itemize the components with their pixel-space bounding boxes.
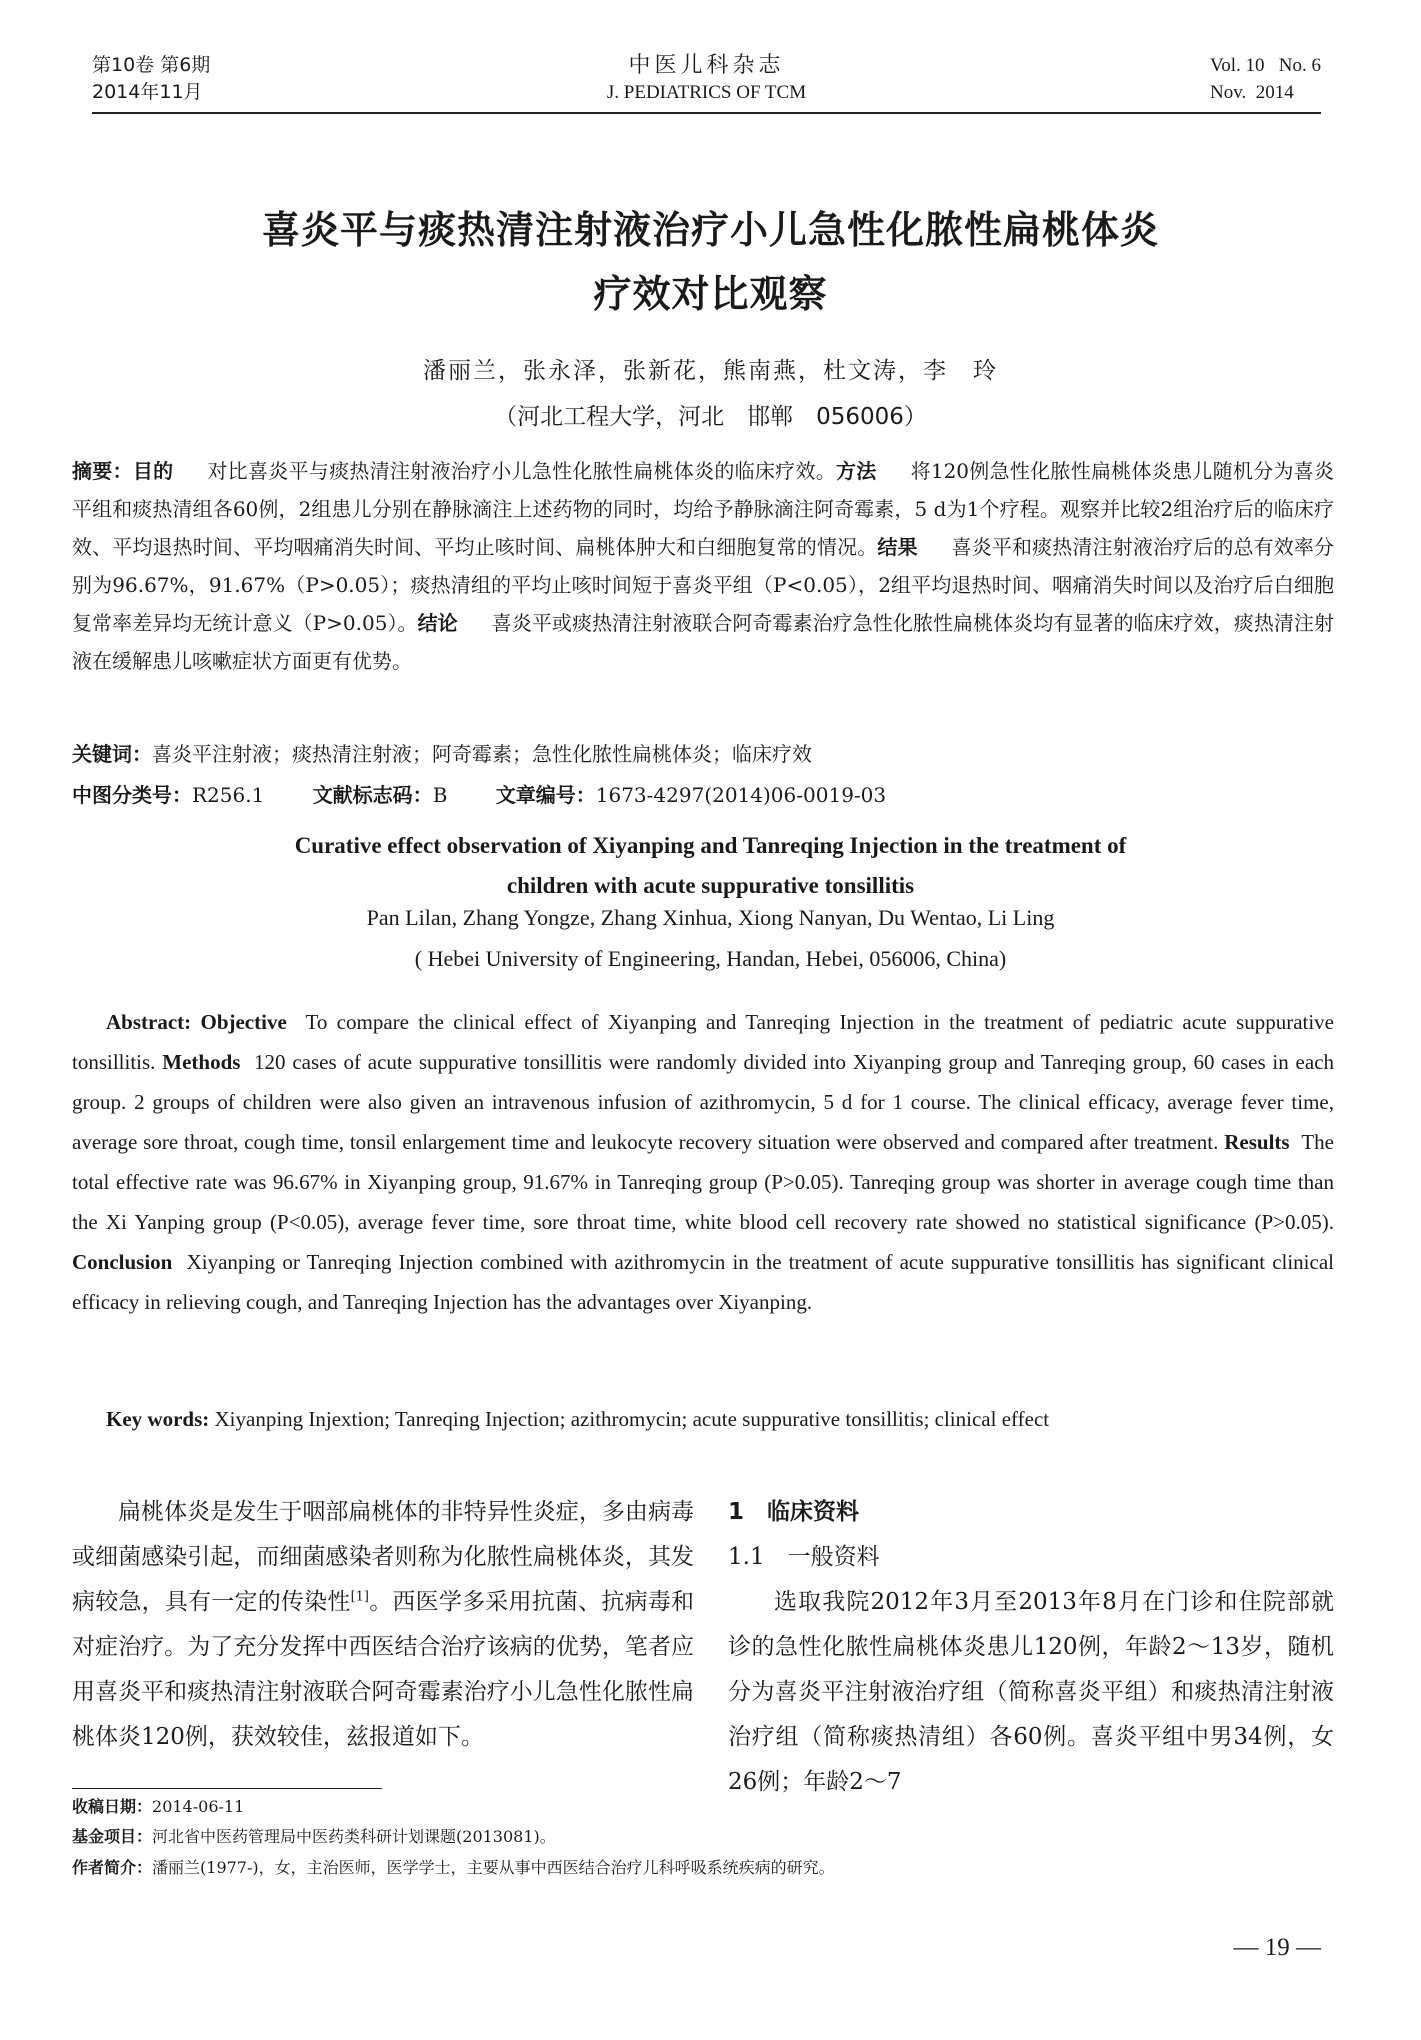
doc-code-value: B: [432, 783, 448, 807]
en-conclusion-label: Conclusion: [72, 1250, 173, 1274]
en-objective-text: To compare the clinical effect of Xiyanping and Tanreqing Injection in the treatment of pediatric acute suppurative tonsillitis.: [72, 1010, 1335, 1074]
received-date: 2014-06-11: [152, 1797, 245, 1816]
header-date: 2014年11月: [92, 81, 203, 103]
article-number: [496, 783, 886, 807]
footnote-received: [72, 1796, 1334, 1818]
article-title: [0, 198, 1421, 326]
cn-objective-label: 目的: [132, 459, 174, 483]
cn-abstract-label: 摘要：: [72, 459, 133, 483]
header-journal: [92, 52, 1321, 106]
article-number-value: 1673-4297(2014)06-0019-03: [595, 783, 887, 807]
en-results-label: Results: [1224, 1130, 1290, 1154]
en-results-text: The total effective rate was 96.67% in Xiyanping group, 91.67% in Tanreqing group (P>0.05). Tanreqing group was shorter in average cough time than the Xi Yanping group (P<0.05), average fever time, sore throat time, white blood cell recovery rate showed no statistical significance (P>0.05).: [72, 1130, 1335, 1234]
header-date-en: Nov. 2014: [1209, 82, 1294, 103]
author-bio-text: 潘丽兰(1977-)，女，主治医师，医学学士，主要从事中西医结合治疗儿科呼吸系统疾病的研究。: [152, 1858, 835, 1877]
en-authors: Pan Lilan, Zhang Yongze, Zhang Xinhua, Xiong Nanyan, Du Wentao, Li Ling: [366, 905, 1055, 930]
article-title-line1: 喜炎平与痰热清注射液治疗小儿急性化脓性扁桃体炎: [261, 208, 1159, 252]
cn-abstract: [72, 452, 1334, 680]
cn-keywords-label: 关键词：: [72, 742, 152, 766]
cn-conclusion-label: 结论: [417, 611, 458, 635]
en-title-line2: children with acute suppurative tonsillitis: [506, 873, 915, 898]
en-abstract-label: Abstract:: [106, 1010, 192, 1034]
cn-methods-label: 方法: [836, 459, 877, 483]
body-left-column: [72, 1490, 694, 1760]
cn-keywords: [72, 735, 1334, 773]
header-volume-en: Vol. 10 No. 6: [1209, 55, 1321, 76]
en-affiliation: ( Hebei University of Engineering, Handan, Hebei, 056006, China): [414, 946, 1007, 971]
doc-code-label: 文献标志码：: [312, 783, 433, 807]
en-methods-label: Methods: [162, 1050, 241, 1074]
en-objective-label: Objective: [200, 1010, 287, 1034]
doc-code: [313, 783, 448, 807]
affiliation: （河北工程大学，河北 邯郸 056006）: [494, 404, 927, 430]
en-title: [0, 826, 1421, 906]
cn-objective-text: 对比喜炎平与痰热清注射液治疗小儿急性化脓性扁桃体炎的临床疗效。: [207, 459, 837, 483]
cn-methods-text: 将120例急性化脓性扁桃体炎患儿随机分为喜炎平组和痰热清组各60例，2组患儿分别在静脉滴注上述药物的同时，均给予静脉滴注阿奇霉素，5 d为1个疗程。观察并比较2组治疗后的临床疗效、平均退热时间、平均咽痛消失时间、平均止咳时间、扁桃体肿大和白细胞复常的情况。: [72, 459, 1335, 559]
en-keywords-text: Xiyanping Injextion; Tanreqing Injection; azithromycin; acute suppurative tonsillitis; clinical effect: [214, 1407, 1050, 1431]
fund-label: 基金项目：: [72, 1827, 153, 1846]
en-title-line1: Curative effect observation of Xiyanping and Tanreqing Injection in the treatment of: [294, 833, 1127, 858]
author-bio-label: 作者简介：: [72, 1858, 153, 1877]
clc-number: [72, 783, 264, 807]
en-methods-text: 120 cases of acute suppurative tonsillitis were randomly divided into Xiyanping group and Tanreqing group, 60 cases in each group. 2 groups of children were also given an intravenous infusion of azithromycin, 5 d for 1 course. The clinical efficacy, average fever time, average sore throat, cough time, tonsil enlargement time and leukocyte recovery situation were observed and compared after treatment.: [72, 1050, 1335, 1154]
article-title-line2: 疗效对比观察: [593, 272, 828, 316]
cn-results-text: 喜炎平和痰热清注射液治疗后的总有效率分别为96.67%，91.67%（P>0.05）；痰热清组的平均止咳时间短于喜炎平组（P<0.05），2组平均退热时间、咽痛消失时间以及治疗后白细胞复常率差异均无统计意义（P>0.05）。: [72, 535, 1335, 635]
cn-keywords-text: 喜炎平注射液；痰热清注射液；阿奇霉素；急性化脓性扁桃体炎；临床疗效: [152, 742, 812, 766]
header-journal-en: J. PEDIATRICS OF TCM: [606, 82, 807, 103]
intro-paragraph: [72, 1490, 694, 1760]
fund-text: 河北省中医药管理局中医药类科研计划课题(2013081)。: [152, 1827, 556, 1846]
body-right-column: [728, 1490, 1334, 1805]
subsection-heading: 1.1 一般资料: [728, 1544, 880, 1570]
en-keywords-label: Key words:: [106, 1407, 210, 1431]
clc-label: 中图分类号：: [72, 783, 192, 807]
author-list: 潘丽兰，张永泽，张新花，熊南燕，杜文涛，李 玲: [423, 358, 998, 384]
section-heading: 1 临床资料: [728, 1499, 860, 1525]
footnote-author: [72, 1857, 1334, 1879]
reference-1: [1]: [350, 1589, 369, 1605]
footnote-fund: [72, 1826, 1334, 1848]
en-abstract: [72, 1002, 1334, 1322]
general-data-paragraph: 选取我院2012年3月至2013年8月在门诊和住院部就诊的急性化脓性扁桃体炎患儿120例，年龄2～13岁，随机分为喜炎平注射液治疗组（简称喜炎平组）和痰热清注射液治疗组（简称痰热清组）各60例。喜炎平组中男34例，女26例；年龄2～7: [728, 1589, 1334, 1795]
en-keywords: [72, 1400, 1334, 1438]
cn-results-label: 结果: [877, 535, 918, 559]
footnote-divider: [72, 1788, 382, 1789]
page-number: — 19 —: [1233, 1934, 1321, 1961]
article-number-label: 文章编号：: [495, 783, 596, 807]
received-label: 收稿日期：: [72, 1797, 153, 1816]
cn-classification: [72, 776, 1334, 814]
header-issue-en: [1210, 52, 1321, 106]
header-volume: 第10卷 第6期: [92, 54, 211, 76]
intro-text-b: 。西医学多采用抗菌、抗病毒和对症治疗。为了充分发挥中西医结合治疗该病的优势，笔者应用喜炎平和痰热清注射液联合阿奇霉素治疗小儿急性化脓性扁桃体炎120例，获效较佳，兹报道如下。: [72, 1589, 695, 1750]
header-journal-cn: 中医儿科杂志: [628, 53, 785, 78]
cn-conclusion-text: 喜炎平或痰热清注射液联合阿奇霉素治疗急性化脓性扁桃体炎均有显著的临床疗效，痰热清注射液在缓解患儿咳嗽症状方面更有优势。: [72, 611, 1335, 673]
journal-header: [92, 52, 1321, 114]
intro-text-a: 扁桃体炎是发生于咽部扁桃体的非特异性炎症，多由病毒或细菌感染引起，而细菌感染者则称为化脓性扁桃体炎，其发病较急，具有一定的传染性: [72, 1499, 694, 1615]
en-conclusion-text: Xiyanping or Tanreqing Injection combined with azithromycin in the treatment of acute suppurative tonsillitis has significant clinical efficacy in relieving cough, and Tanreqing Injection has the advantages over Xiyanping.: [72, 1250, 1334, 1314]
clc-value: R256.1: [192, 783, 265, 807]
